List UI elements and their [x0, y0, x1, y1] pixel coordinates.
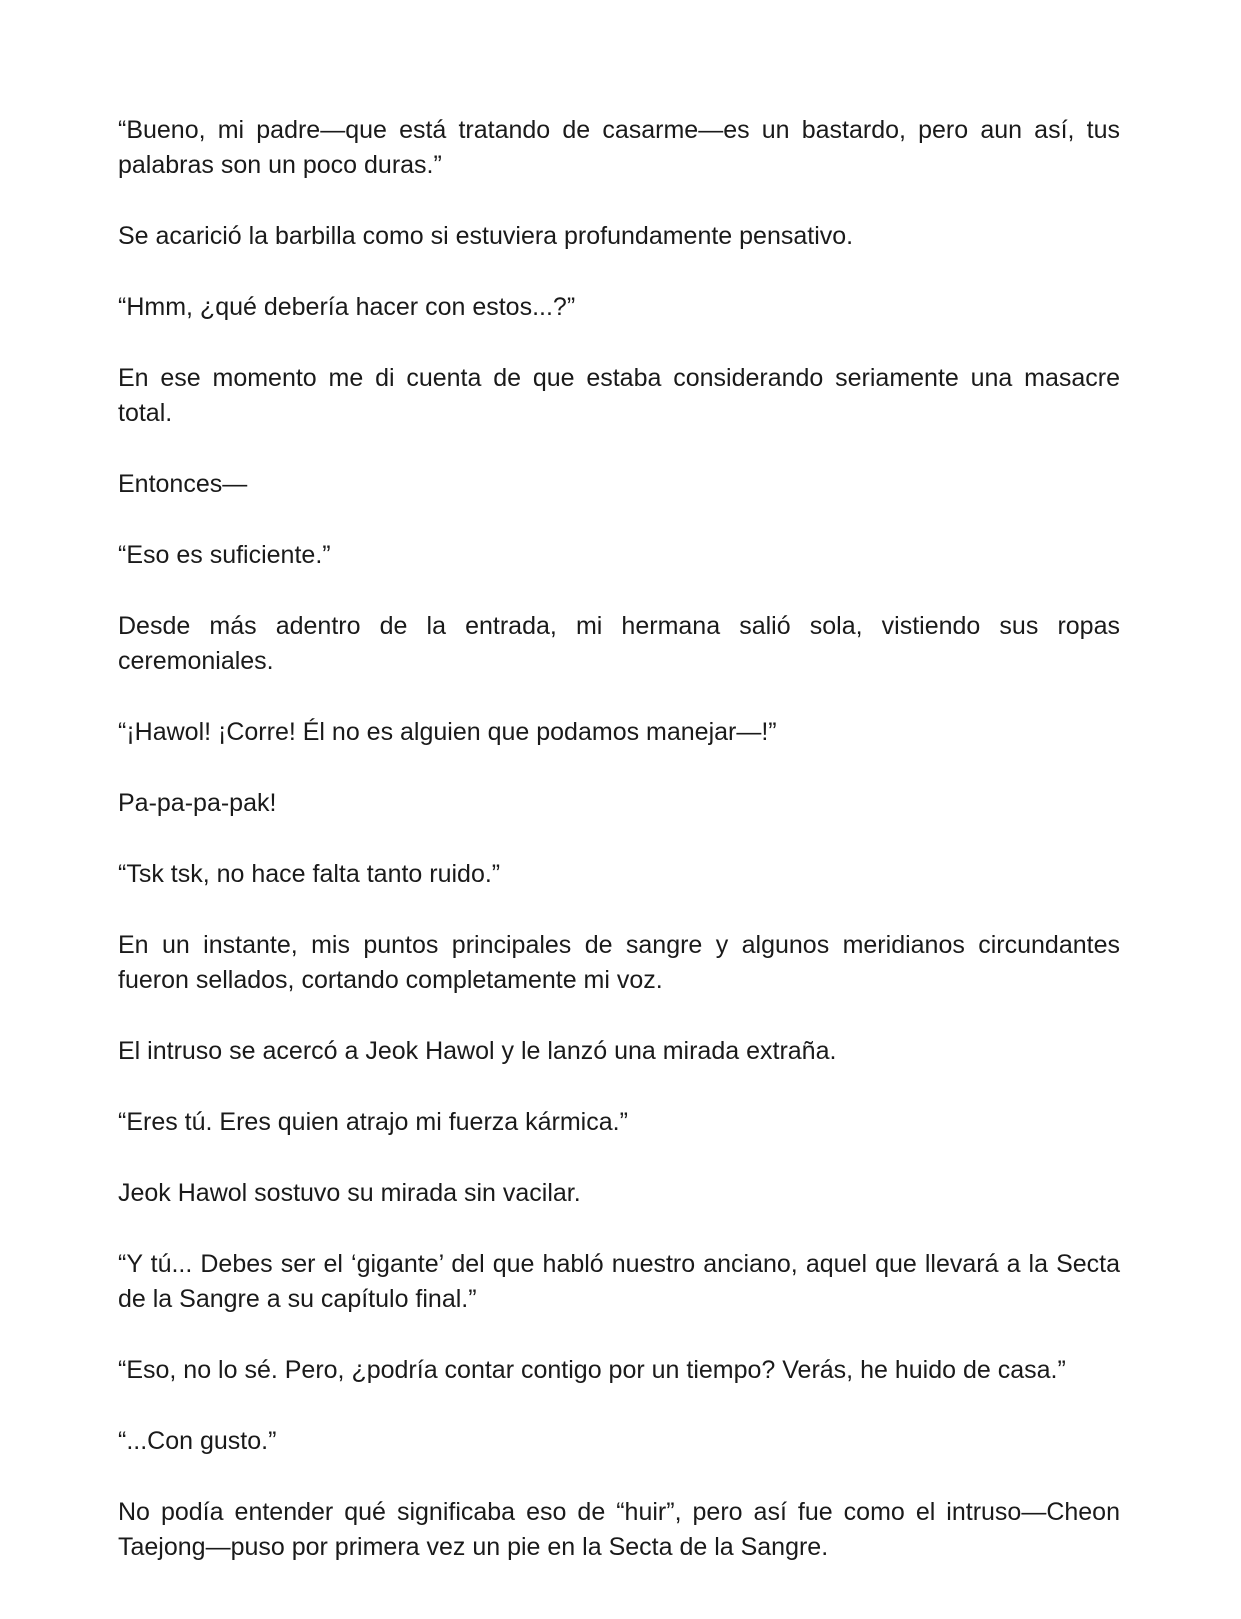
paragraph: El intruso se acercó a Jeok Hawol y le lanzó una mirada extraña. — [118, 1037, 837, 1065]
paragraph: Pa-pa-pa-pak! — [118, 789, 277, 817]
paragraph: “Hmm, ¿qué debería hacer con estos...?” — [118, 293, 576, 321]
paragraph: “Eso, no lo sé. Pero, ¿podría contar contigo por un tiempo? Verás, he huido de casa.” — [118, 1356, 1066, 1384]
paragraph: “Eres tú. Eres quien atrajo mi fuerza kármica.” — [118, 1108, 628, 1136]
paragraph: “¡Hawol! ¡Corre! Él no es alguien que podamos manejar—!” — [118, 718, 777, 746]
paragraph: “...Con gusto.” — [118, 1427, 277, 1455]
paragraph: “Bueno, mi padre—que está tratando de casarme—es un bastardo, pero aun así, tus palabras son un poco duras.” — [118, 116, 1120, 179]
document-page — [118, 113, 1120, 1565]
paragraph: “Eso es suficiente.” — [118, 541, 331, 569]
paragraph: Entonces— — [118, 470, 248, 498]
paragraph: “Y tú... Debes ser el ‘gigante’ del que habló nuestro anciano, aquel que llevará a la Secta de la Sangre a su capítulo final.” — [118, 1250, 1120, 1313]
paragraph: Desde más adentro de la entrada, mi hermana salió sola, vistiendo sus ropas ceremoniales. — [118, 612, 1120, 675]
paragraph: No podía entender qué significaba eso de “huir”, pero así fue como el intruso—Cheon Taejong—puso por primera vez un pie en la Secta de la Sangre. — [118, 1498, 1120, 1561]
paragraph: En ese momento me di cuenta de que estaba considerando seriamente una masacre total. — [118, 364, 1120, 427]
paragraph: En un instante, mis puntos principales de sangre y algunos meridianos circundantes fueron sellados, cortando completamente mi voz. — [118, 931, 1120, 994]
paragraph: Se acarició la barbilla como si estuviera profundamente pensativo. — [118, 222, 854, 250]
paragraph: Jeok Hawol sostuvo su mirada sin vacilar. — [118, 1179, 581, 1207]
paragraph: “Tsk tsk, no hace falta tanto ruido.” — [118, 860, 501, 888]
